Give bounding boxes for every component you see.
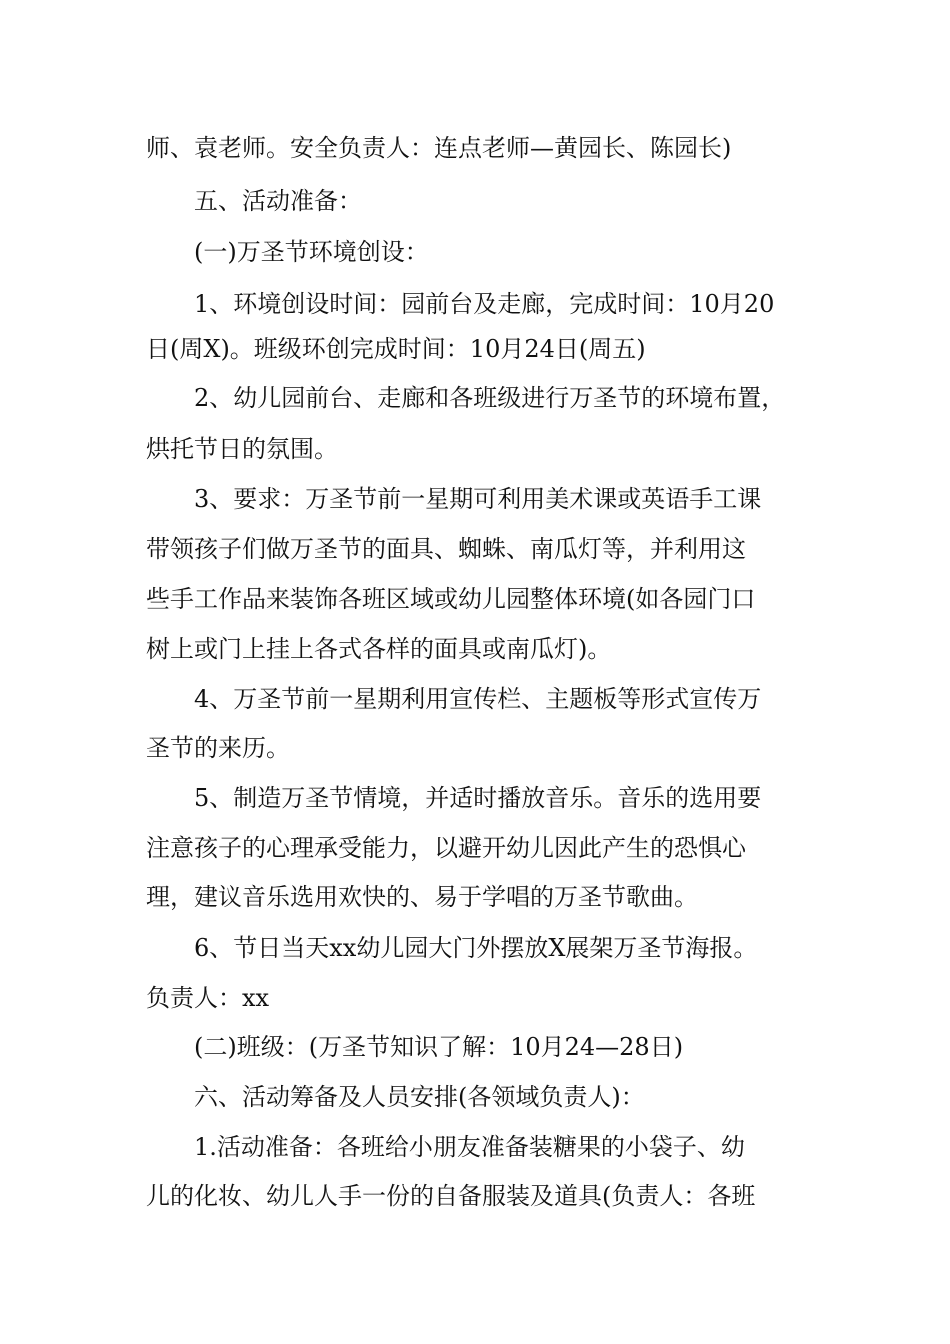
section-heading: 六、活动筹备及人员安排(各领域负责人)： <box>194 1083 645 1111</box>
text-line: 2、幼儿园前台、走廊和各班级进行万圣节的环境布置， <box>194 384 786 412</box>
text-line: 1、环境创设时间：园前台及走廊，完成时间：10月20 <box>194 290 775 318</box>
subsection-heading: (二)班级：(万圣节知识了解：10月24—28日) <box>194 1033 684 1061</box>
subsection-heading: (一)万圣节环境创设： <box>194 238 429 266</box>
text-line: 注意孩子的心理承受能力，以避开幼儿因此产生的恐惧心 <box>146 834 746 862</box>
text-line: 圣节的来历。 <box>146 734 290 762</box>
text-line: 日(周X)。班级环创完成时间：10月24日(周五) <box>146 335 646 363</box>
text-line: 带领孩子们做万圣节的面具、蜘蛛、南瓜灯等，并利用这 <box>146 535 746 563</box>
section-heading: 五、活动准备： <box>194 187 362 215</box>
text-line: 4、万圣节前一星期利用宣传栏、主题板等形式宣传万 <box>194 685 762 713</box>
text-line: 5、制造万圣节情境，并适时播放音乐。音乐的选用要 <box>194 784 762 812</box>
text-line: 3、要求：万圣节前一星期可利用美术课或英语手工课 <box>194 485 762 513</box>
text-line: 1.活动准备：各班给小朋友准备装糖果的小袋子、幼 <box>194 1133 745 1161</box>
text-line: 些手工作品来装饰各班区域或幼儿园整体环境(如各园门口 <box>146 585 756 613</box>
text-line: 烘托节日的氛围。 <box>146 435 338 463</box>
text-line: 6、节日当天xx幼儿园大门外摆放X展架万圣节海报。 <box>194 934 758 962</box>
text-line: 理，建议音乐选用欢快的、易于学唱的万圣节歌曲。 <box>146 883 698 911</box>
text-line: 负责人：xx <box>146 984 270 1012</box>
text-line: 师、袁老师。安全负责人：连点老师—黄园长、陈园长) <box>146 134 732 162</box>
text-line: 儿的化妆、幼儿人手一份的自备服装及道具(负责人：各班 <box>146 1182 756 1210</box>
text-line: 树上或门上挂上各式各样的面具或南瓜灯)。 <box>146 635 612 663</box>
